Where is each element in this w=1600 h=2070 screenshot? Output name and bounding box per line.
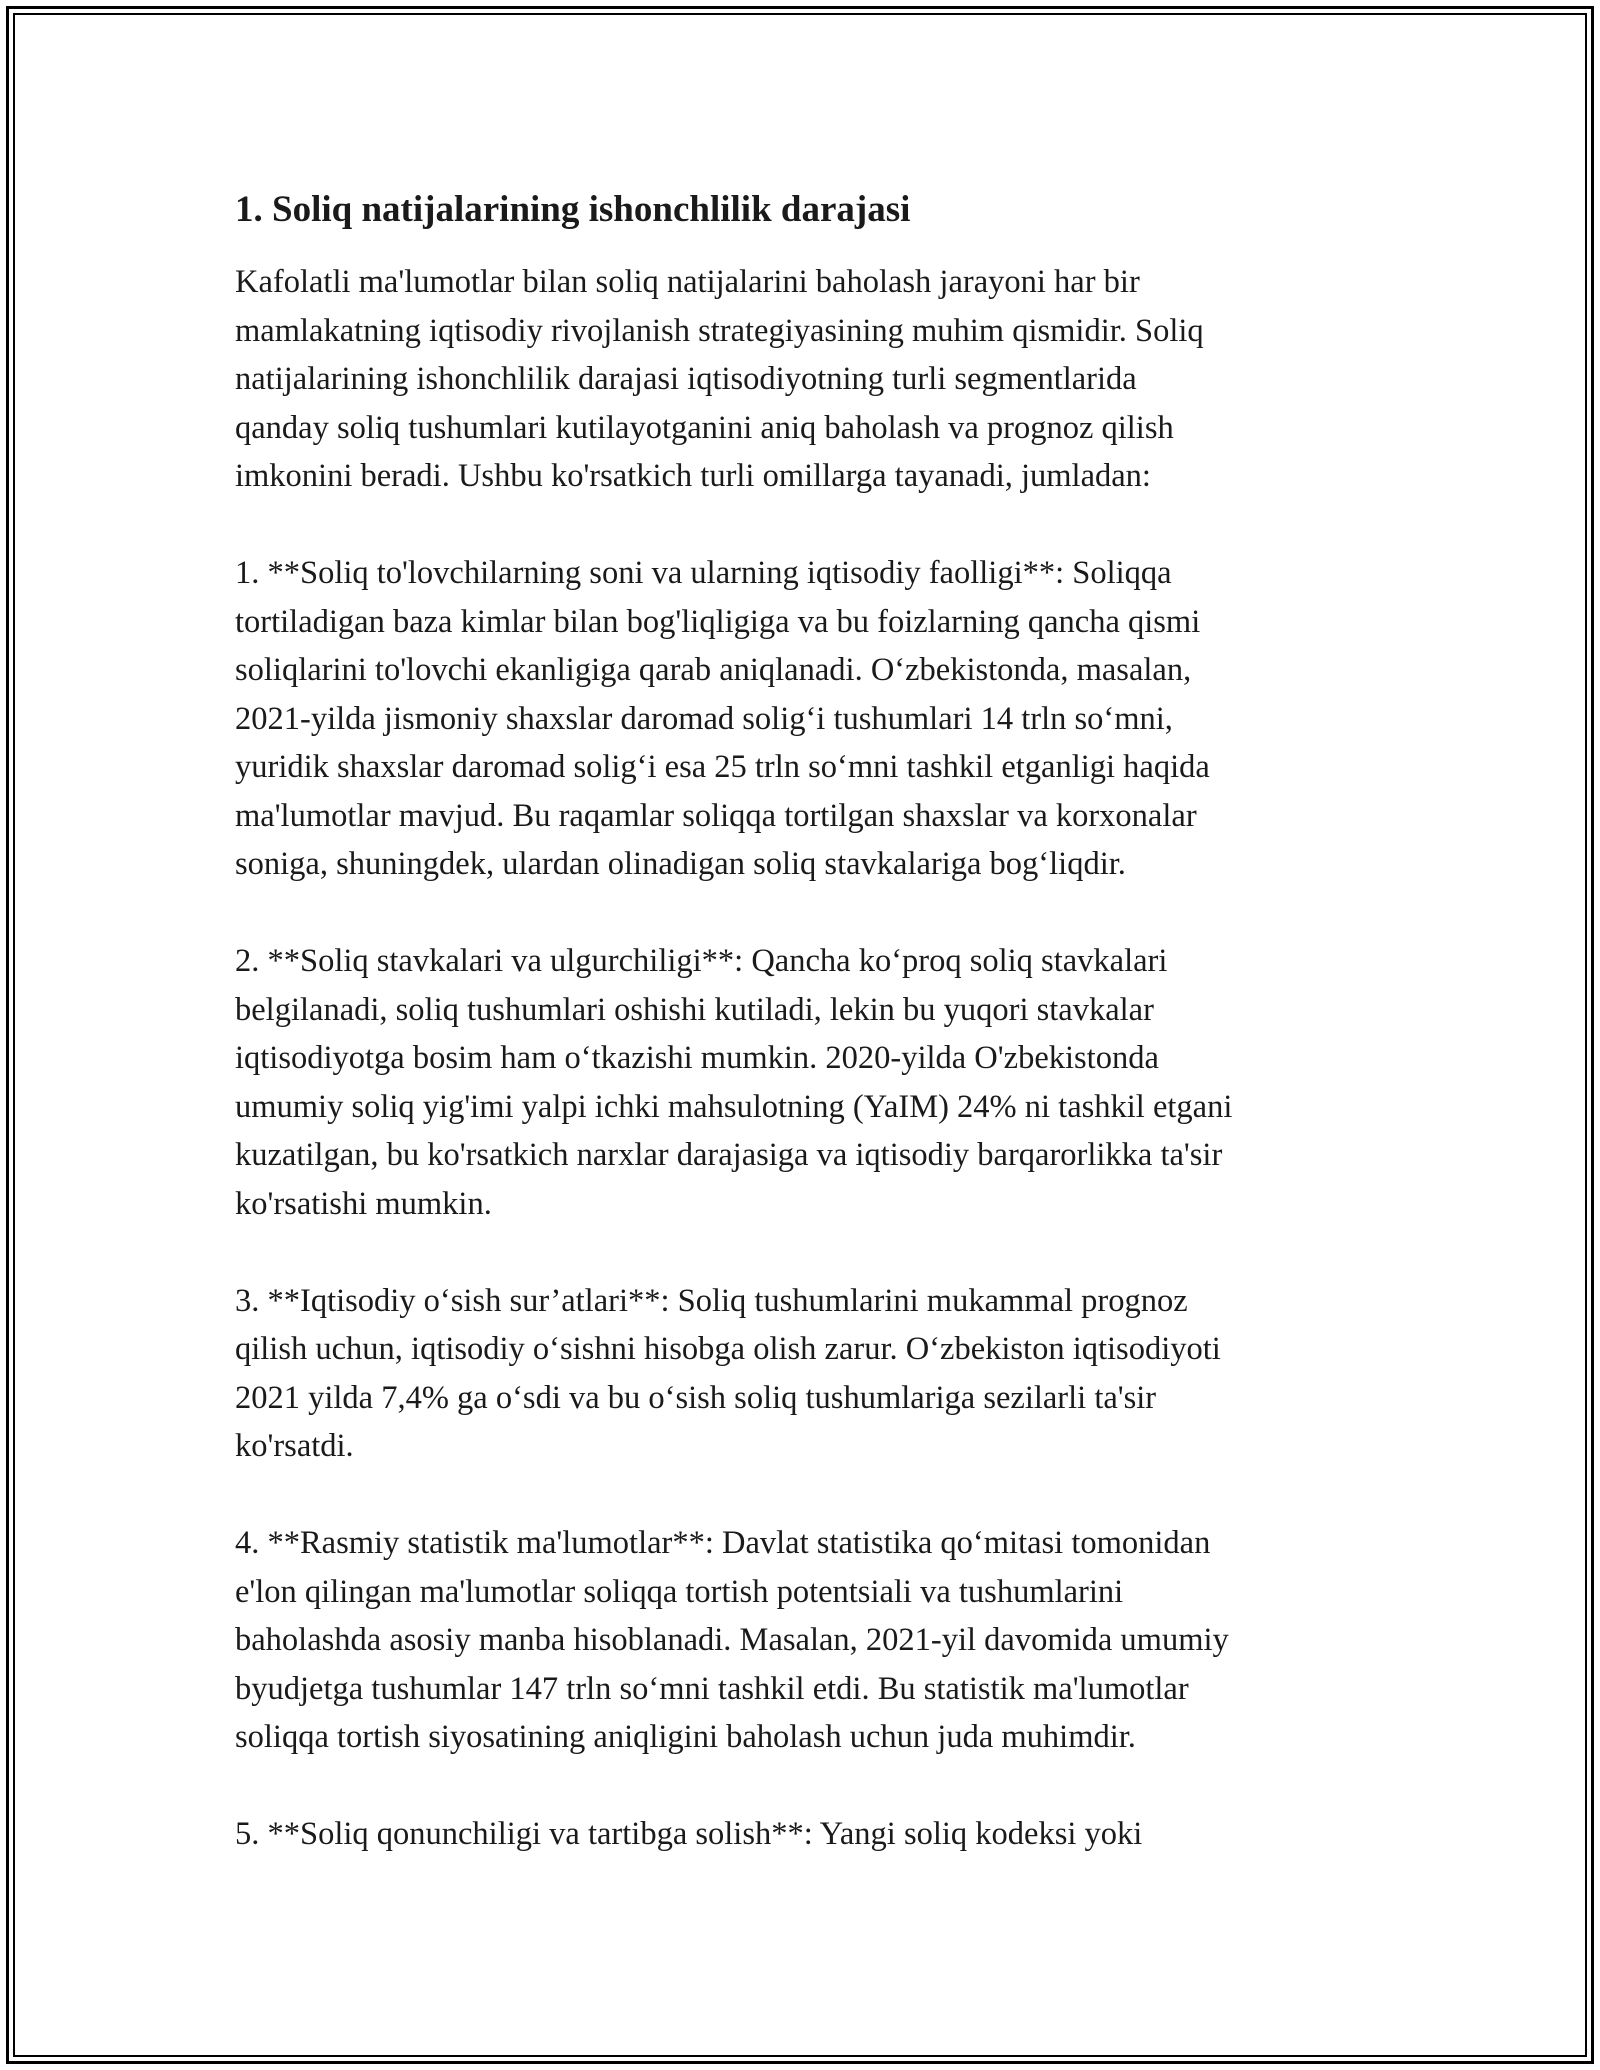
intro-paragraph: Kafolatli ma'lumotlar bilan soliq natijalarini baholash jarayoni har bir mamlakatning iqtisodiy rivojlanish strategiyasining muhim qismidir. Soliq natijalarining ishonchlilik darajasi iqtisodiyotning turli segmentlarida qanday soliq tushumlari kutilayotganini aniq baholash va prognoz qilish imkonini beradi. Ushbu ko'rsatkich turli omillarga tayanadi, jumladan: — [235, 264, 1204, 494]
list-item-tax-legislation: 5. **Soliq qonunchiligi va tartibga solish**: Yangi soliq kodeksi yoki — [235, 1816, 1143, 1852]
list-item-official-statistics: 4. **Rasmiy statistik ma'lumotlar**: Davlat statistika qo‘mitasi tomonidan e'lon qilingan ma'lumotlar soliqqa tortish potentsiali va tushumlarini baholashda asosiy manba hisoblanadi. Masalan, 2021-yil davomida umumiy byudjetga tushumlar 147 trln so‘mni tashkil etdi. Bu statistik ma'lumotlar soliqqa tortish siyosatining aniqligini baholash uchun juda muhimdir. — [235, 1525, 1229, 1755]
list-item-economic-growth: 3. **Iqtisodiy o‘sish sur’atlari**: Soliq tushumlarini mukammal prognoz qilish uchun, iqtisodiy o‘sishni hisobga olish zarur. O‘zbekiston iqtisodiyoti 2021 yilda 7,4% ga o‘sdi va bu o‘sish soliq tushumlariga sezilarli ta'sir ko'rsatdi. — [235, 1282, 1221, 1464]
section-heading: 1. Soliq natijalarining ishonchlilik darajasi — [235, 189, 911, 230]
list-item-taxpayers: 1. **Soliq to'lovchilarning soni va ularning iqtisodiy faolligi**: Soliqqa tortiladigan baza kimlar bilan bog'liqligiga va bu foizlarning qancha qismi soliqlarini to'lovchi ekanligiga qarab aniqlanadi. O‘zbekistonda, masalan, 2021-yilda jismoniy shaxslar daromad solig‘i tushumlari 14 trln so‘mni, yuridik shaxslar daromad solig‘i esa 25 trln so‘mni tashkil etganligi haqida ma'lumotlar mavjud. Bu raqamlar soliqqa tortilgan shaxslar va korxonalar soniga, shuningdek, ulardan olinadigan soliq stavkalariga bog‘liqdir. — [235, 555, 1210, 882]
list-item-tax-rates: 2. **Soliq stavkalari va ulgurchiligi**: Qancha ko‘proq soliq stavkalari belgilanadi, soliq tushumlari oshishi kutiladi, lekin bu yuqori stavkalar iqtisodiyotga bosim ham o‘tkazishi mumkin. 2020-yilda O'zbekistonda umumiy soliq yig'imi yalpi ichki mahsulotning (YaIM) 24% ni tashkil etgani kuzatilgan, bu ko'rsatkich narxlar darajasiga va iqtisodiy barqarorlikka ta'sir ko'rsatishi mumkin. — [235, 943, 1233, 1222]
document-body — [235, 186, 1380, 1907]
